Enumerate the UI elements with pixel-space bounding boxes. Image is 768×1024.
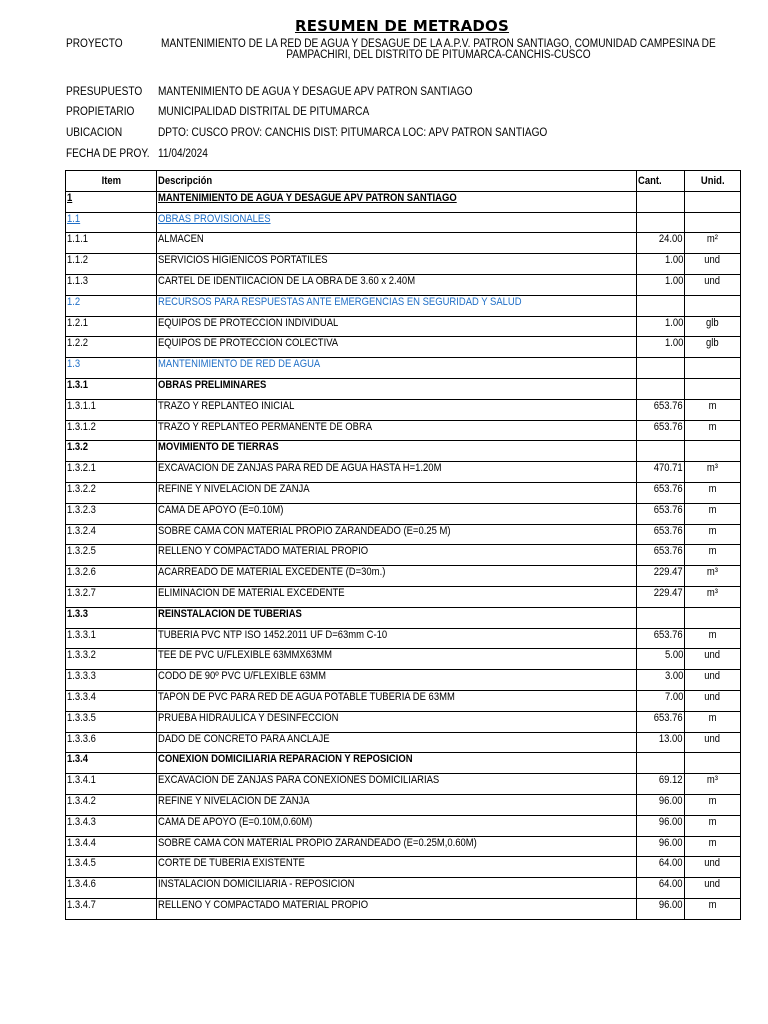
document-title: RESUMEN DE METRADOS [294, 17, 510, 35]
item-cell: 1.3 [66, 358, 157, 379]
item-cell: 1.3.2.3 [66, 503, 157, 524]
item-cell: 1.2 [66, 295, 157, 316]
propietario-label: PROPIETARIO [66, 106, 135, 118]
table-row [66, 191, 741, 212]
description-cell: ELIMINACION DE MATERIAL EXCEDENTE [157, 586, 637, 607]
unit-cell [685, 378, 741, 399]
column-header-cant: Cant. [637, 171, 685, 192]
item-cell: 1.3.4.4 [66, 836, 157, 857]
unit-cell: m³ [685, 586, 741, 607]
quantity-cell: 24.00 [637, 233, 685, 254]
description-cell: MANTENIMIENTO DE RED DE AGUA [157, 358, 637, 379]
quantity-cell: 1.00 [637, 254, 685, 275]
unit-cell: m³ [685, 774, 741, 795]
item-cell: 1.3.4.7 [66, 898, 157, 919]
unit-cell: m [685, 545, 741, 566]
description-cell: EQUIPOS DE PROTECCION INDIVIDUAL [157, 316, 637, 337]
table-row [66, 732, 741, 753]
unit-cell: m [685, 898, 741, 919]
unit-cell [685, 191, 741, 212]
table-row [66, 524, 741, 545]
metrados-table [65, 170, 741, 920]
item-cell: 1.1.1 [66, 233, 157, 254]
description-cell: CAMA DE APOYO (E=0.10M) [157, 503, 637, 524]
table-row [66, 857, 741, 878]
unit-cell: m [685, 794, 741, 815]
item-cell: 1.3.2.7 [66, 586, 157, 607]
quantity-cell: 470.71 [637, 462, 685, 483]
item-cell: 1.3.4.3 [66, 815, 157, 836]
item-cell: 1.3.3 [66, 607, 157, 628]
table-row [66, 212, 741, 233]
item-cell: 1.3.2.1 [66, 462, 157, 483]
table-row [66, 233, 741, 254]
item-cell: 1.3.4.1 [66, 774, 157, 795]
item-cell: 1.3.3.4 [66, 690, 157, 711]
description-cell: REINSTALACION DE TUBERIAS [157, 607, 637, 628]
ubicacion-label: UBICACION [66, 127, 123, 139]
table-header-row [66, 171, 741, 192]
table-row [66, 378, 741, 399]
quantity-cell: 13.00 [637, 732, 685, 753]
description-cell: TUBERIA PVC NTP ISO 1452.2011 UF D=63mm C-10 [157, 628, 637, 649]
quantity-cell: 64.00 [637, 857, 685, 878]
table-row [66, 503, 741, 524]
item-cell: 1.3.2.2 [66, 482, 157, 503]
item-cell: 1 [66, 191, 157, 212]
unit-cell: und [685, 649, 741, 670]
quantity-cell: 3.00 [637, 670, 685, 691]
item-cell: 1.3.4.5 [66, 857, 157, 878]
item-cell: 1.3.2 [66, 441, 157, 462]
column-header-descripcion: Descripción [157, 171, 637, 192]
unit-cell: und [685, 254, 741, 275]
quantity-cell: 1.00 [637, 316, 685, 337]
item-cell: 1.2.2 [66, 337, 157, 358]
description-cell: TRAZO Y REPLANTEO INICIAL [157, 399, 637, 420]
description-cell: EXCAVACION DE ZANJAS PARA CONEXIONES DOMICILIARIAS [157, 774, 637, 795]
description-cell: RELLENO Y COMPACTADO MATERIAL PROPIO [157, 545, 637, 566]
table-row [66, 753, 741, 774]
description-cell: RECURSOS PARA RESPUESTAS ANTE EMERGENCIAS EN SEGURIDAD Y SALUD [157, 295, 637, 316]
quantity-cell: 653.76 [637, 420, 685, 441]
table-row [66, 316, 741, 337]
item-cell: 1.3.2.4 [66, 524, 157, 545]
unit-cell [685, 753, 741, 774]
description-cell: EQUIPOS DE PROTECCION COLECTIVA [157, 337, 637, 358]
description-cell: OBRAS PROVISIONALES [157, 212, 637, 233]
quantity-cell [637, 378, 685, 399]
unit-cell [685, 607, 741, 628]
quantity-cell: 69.12 [637, 774, 685, 795]
unit-cell: m [685, 482, 741, 503]
quantity-cell: 653.76 [637, 482, 685, 503]
description-cell: SERVICIOS HIGIENICOS PORTATILES [157, 254, 637, 275]
unit-cell: m [685, 399, 741, 420]
unit-cell: m² [685, 233, 741, 254]
quantity-cell: 653.76 [637, 399, 685, 420]
quantity-cell: 1.00 [637, 337, 685, 358]
propietario-value: MUNICIPALIDAD DISTRITAL DE PITUMARCA [158, 106, 370, 118]
quantity-cell: 653.76 [637, 503, 685, 524]
table-row [66, 566, 741, 587]
item-cell: 1.1 [66, 212, 157, 233]
table-row [66, 898, 741, 919]
description-cell: REFINE Y NIVELACION DE ZANJA [157, 482, 637, 503]
proyecto-value: MANTENIMIENTO DE LA RED DE AGUA Y DESAGUE DE LA A.P.V. PATRON SANTIAGO, COMUNIDAD CAMPESINA DE PAMPACHIRI, DEL DISTRITO DE PITUMARCA-CANCHIS-CUSCO [161, 38, 716, 61]
item-cell: 1.3.1 [66, 378, 157, 399]
item-cell: 1.3.4.6 [66, 878, 157, 899]
unit-cell: m³ [685, 462, 741, 483]
description-cell: ALMACEN [157, 233, 637, 254]
description-cell: CODO DE 90º PVC U/FLEXIBLE 63MM [157, 670, 637, 691]
description-cell: ACARREADO DE MATERIAL EXCEDENTE (D=30m.) [157, 566, 637, 587]
table-row [66, 482, 741, 503]
table-row [66, 711, 741, 732]
unit-cell: und [685, 878, 741, 899]
column-header-item: Item [66, 171, 157, 192]
unit-cell: m³ [685, 566, 741, 587]
item-cell: 1.3.4.2 [66, 794, 157, 815]
item-cell: 1.3.1.1 [66, 399, 157, 420]
item-cell: 1.3.1.2 [66, 420, 157, 441]
unit-cell [685, 441, 741, 462]
description-cell: CARTEL DE IDENTIICACION DE LA OBRA DE 3.60 x 2.40M [157, 274, 637, 295]
quantity-cell [637, 295, 685, 316]
quantity-cell [637, 441, 685, 462]
table-row [66, 774, 741, 795]
item-cell: 1.3.2.5 [66, 545, 157, 566]
table-row [66, 815, 741, 836]
quantity-cell: 7.00 [637, 690, 685, 711]
description-cell: SOBRE CAMA CON MATERIAL PROPIO ZARANDEADO (E=0.25M,0.60M) [157, 836, 637, 857]
quantity-cell [637, 212, 685, 233]
unit-cell: und [685, 690, 741, 711]
item-cell: 1.3.3.1 [66, 628, 157, 649]
quantity-cell [637, 753, 685, 774]
quantity-cell: 96.00 [637, 794, 685, 815]
unit-cell: m [685, 420, 741, 441]
quantity-cell: 653.76 [637, 524, 685, 545]
description-cell: MANTENIMIENTO DE AGUA Y DESAGUE APV PATRON SANTIAGO [157, 191, 637, 212]
table-row [66, 794, 741, 815]
description-cell: SOBRE CAMA CON MATERIAL PROPIO ZARANDEADO (E=0.25 M) [157, 524, 637, 545]
table-row [66, 628, 741, 649]
presupuesto-value: MANTENIMIENTO DE AGUA Y DESAGUE APV PATRON SANTIAGO [158, 86, 473, 98]
quantity-cell: 229.47 [637, 586, 685, 607]
item-cell: 1.3.3.6 [66, 732, 157, 753]
description-cell: EXCAVACION DE ZANJAS PARA RED DE AGUA HASTA H=1.20M [157, 462, 637, 483]
table-row [66, 441, 741, 462]
description-cell: CONEXION DOMICILIARIA REPARACION Y REPOSICION [157, 753, 637, 774]
fecha-label: FECHA DE PROY. [66, 148, 150, 160]
unit-cell: m [685, 836, 741, 857]
quantity-cell [637, 607, 685, 628]
quantity-cell: 653.76 [637, 628, 685, 649]
presupuesto-label: PRESUPUESTO [66, 86, 143, 98]
description-cell: DADO DE CONCRETO PARA ANCLAJE [157, 732, 637, 753]
quantity-cell [637, 191, 685, 212]
column-header-unid: Unid. [685, 171, 741, 192]
description-cell: PRUEBA HIDRAULICA Y DESINFECCION [157, 711, 637, 732]
quantity-cell [637, 358, 685, 379]
table-row [66, 649, 741, 670]
table-row [66, 878, 741, 899]
unit-cell: und [685, 274, 741, 295]
description-cell: TAPON DE PVC PARA RED DE AGUA POTABLE TUBERIA DE 63MM [157, 690, 637, 711]
table-row [66, 690, 741, 711]
description-cell: RELLENO Y COMPACTADO MATERIAL PROPIO [157, 898, 637, 919]
unit-cell: und [685, 670, 741, 691]
table-row [66, 337, 741, 358]
quantity-cell: 64.00 [637, 878, 685, 899]
description-cell: CAMA DE APOYO (E=0.10M,0.60M) [157, 815, 637, 836]
fecha-value: 11/04/2024 [158, 148, 208, 160]
description-cell: OBRAS PRELIMINARES [157, 378, 637, 399]
table-row [66, 420, 741, 441]
item-cell: 1.1.2 [66, 254, 157, 275]
table-row [66, 545, 741, 566]
quantity-cell: 96.00 [637, 898, 685, 919]
quantity-cell: 5.00 [637, 649, 685, 670]
unit-cell: m [685, 524, 741, 545]
description-cell: TRAZO Y REPLANTEO PERMANENTE DE OBRA [157, 420, 637, 441]
unit-cell: m [685, 628, 741, 649]
description-cell: REFINE Y NIVELACION DE ZANJA [157, 794, 637, 815]
unit-cell: m [685, 815, 741, 836]
table-row [66, 295, 741, 316]
quantity-cell: 96.00 [637, 836, 685, 857]
unit-cell: m [685, 711, 741, 732]
unit-cell [685, 212, 741, 233]
table-row [66, 462, 741, 483]
quantity-cell: 229.47 [637, 566, 685, 587]
table-row [66, 836, 741, 857]
table-row [66, 607, 741, 628]
quantity-cell: 653.76 [637, 711, 685, 732]
description-cell: INSTALACION DOMICILIARIA - REPOSICION [157, 878, 637, 899]
unit-cell: glb [685, 337, 741, 358]
table-row [66, 586, 741, 607]
item-cell: 1.3.3.3 [66, 670, 157, 691]
unit-cell: und [685, 857, 741, 878]
description-cell: CORTE DE TUBERIA EXISTENTE [157, 857, 637, 878]
description-cell: MOVIMIENTO DE TIERRAS [157, 441, 637, 462]
item-cell: 1.3.3.2 [66, 649, 157, 670]
quantity-cell: 653.76 [637, 545, 685, 566]
item-cell: 1.1.3 [66, 274, 157, 295]
unit-cell [685, 358, 741, 379]
ubicacion-value: DPTO: CUSCO PROV: CANCHIS DIST: PITUMARCA LOC: APV PATRON SANTIAGO [158, 127, 548, 139]
quantity-cell: 96.00 [637, 815, 685, 836]
description-cell: TEE DE PVC U/FLEXIBLE 63MMX63MM [157, 649, 637, 670]
table-row [66, 399, 741, 420]
item-cell: 1.3.3.5 [66, 711, 157, 732]
table-row [66, 358, 741, 379]
quantity-cell: 1.00 [637, 274, 685, 295]
unit-cell: m [685, 503, 741, 524]
proyecto-label: PROYECTO [66, 38, 123, 50]
item-cell: 1.3.4 [66, 753, 157, 774]
unit-cell [685, 295, 741, 316]
unit-cell: glb [685, 316, 741, 337]
table-row [66, 254, 741, 275]
item-cell: 1.2.1 [66, 316, 157, 337]
unit-cell: und [685, 732, 741, 753]
table-row [66, 274, 741, 295]
item-cell: 1.3.2.6 [66, 566, 157, 587]
table-row [66, 670, 741, 691]
